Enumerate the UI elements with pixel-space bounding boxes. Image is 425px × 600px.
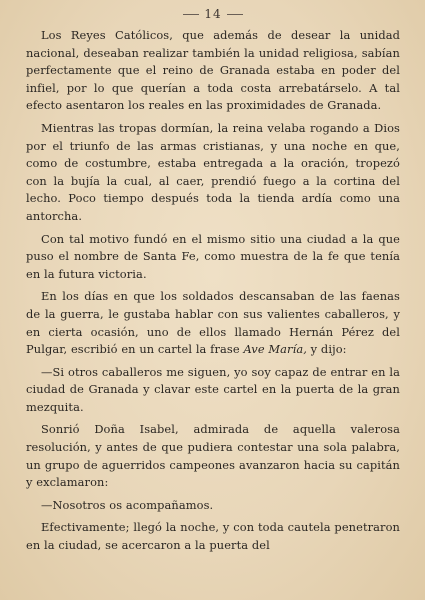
paragraph-hernan-perez-after: y dijo: <box>306 342 347 357</box>
ave-maria-phrase: Ave María, <box>243 342 307 357</box>
paragraph-catholic-monarchs: Los Reyes Católicos, que además de desear la unidad nacional, deseaban realizar también la unidad religiosa, sabían perfectamente que el reino de Granada estaba en poder del infiel, por lo que querían a toda costa arrebatárselo. A tal efecto asentaron los reales en las proximidades de Granada. <box>26 28 400 113</box>
paragraph-queen-prayer-fire: Mientras las tropas dormían, la reina velaba rogando a Dios por el triunfo de las armas cristianas, y una noche en que, como de costumbre, estaba entregada a la oración, tropezó con la bujía la cual, al caer, prendió fuego a la cortina del lecho. Poco tiempo después toda la tienda ardía como una antorcha. <box>26 120 400 223</box>
page-number-text: 14 <box>204 7 222 21</box>
paragraph-hernan-perez <box>26 288 400 358</box>
book-page <box>26 6 400 560</box>
page-number <box>26 6 400 22</box>
paragraph-dialogue-challenge: —Si otros caballeros me siguen, yo soy capaz de entrar en la ciudad de Granada y clavar este cartel en la puerta de la gran mezquita. <box>26 364 400 414</box>
page-number-right-rule <box>227 14 243 15</box>
paragraph-santa-fe: Con tal motivo fundó en el mismo sitio una ciudad a la que puso el nombre de Santa Fe, como muestra de la fe que tenía en la futura victoria. <box>26 231 400 281</box>
paragraph-night-entry: Efectivamente; llegó la noche, y con toda cautela penetraron en la ciudad, se acercaron a la puerta del <box>26 520 400 553</box>
paragraph-queen-smiled: Sonrió Doña Isabel, admirada de aquella valerosa resolución, y antes de que pudiera contestar una sola palabra, un grupo de aguerridos campeones avanzaron hacia su capitán y exclamaron: <box>26 422 400 490</box>
paragraph-dialogue-accompany: —Nosotros os acompañamos. <box>41 497 214 512</box>
paragraph-hernan-perez-before: En los días en que los soldados descansaban de las faenas de la guerra, le gustaba hablar con sus valientes caballeros, y en cierta ocasión, uno de ellos llamado Hernán Pérez del Pulgar, escribió en un cartel la frase <box>26 289 400 357</box>
page-number-left-rule <box>183 14 199 15</box>
